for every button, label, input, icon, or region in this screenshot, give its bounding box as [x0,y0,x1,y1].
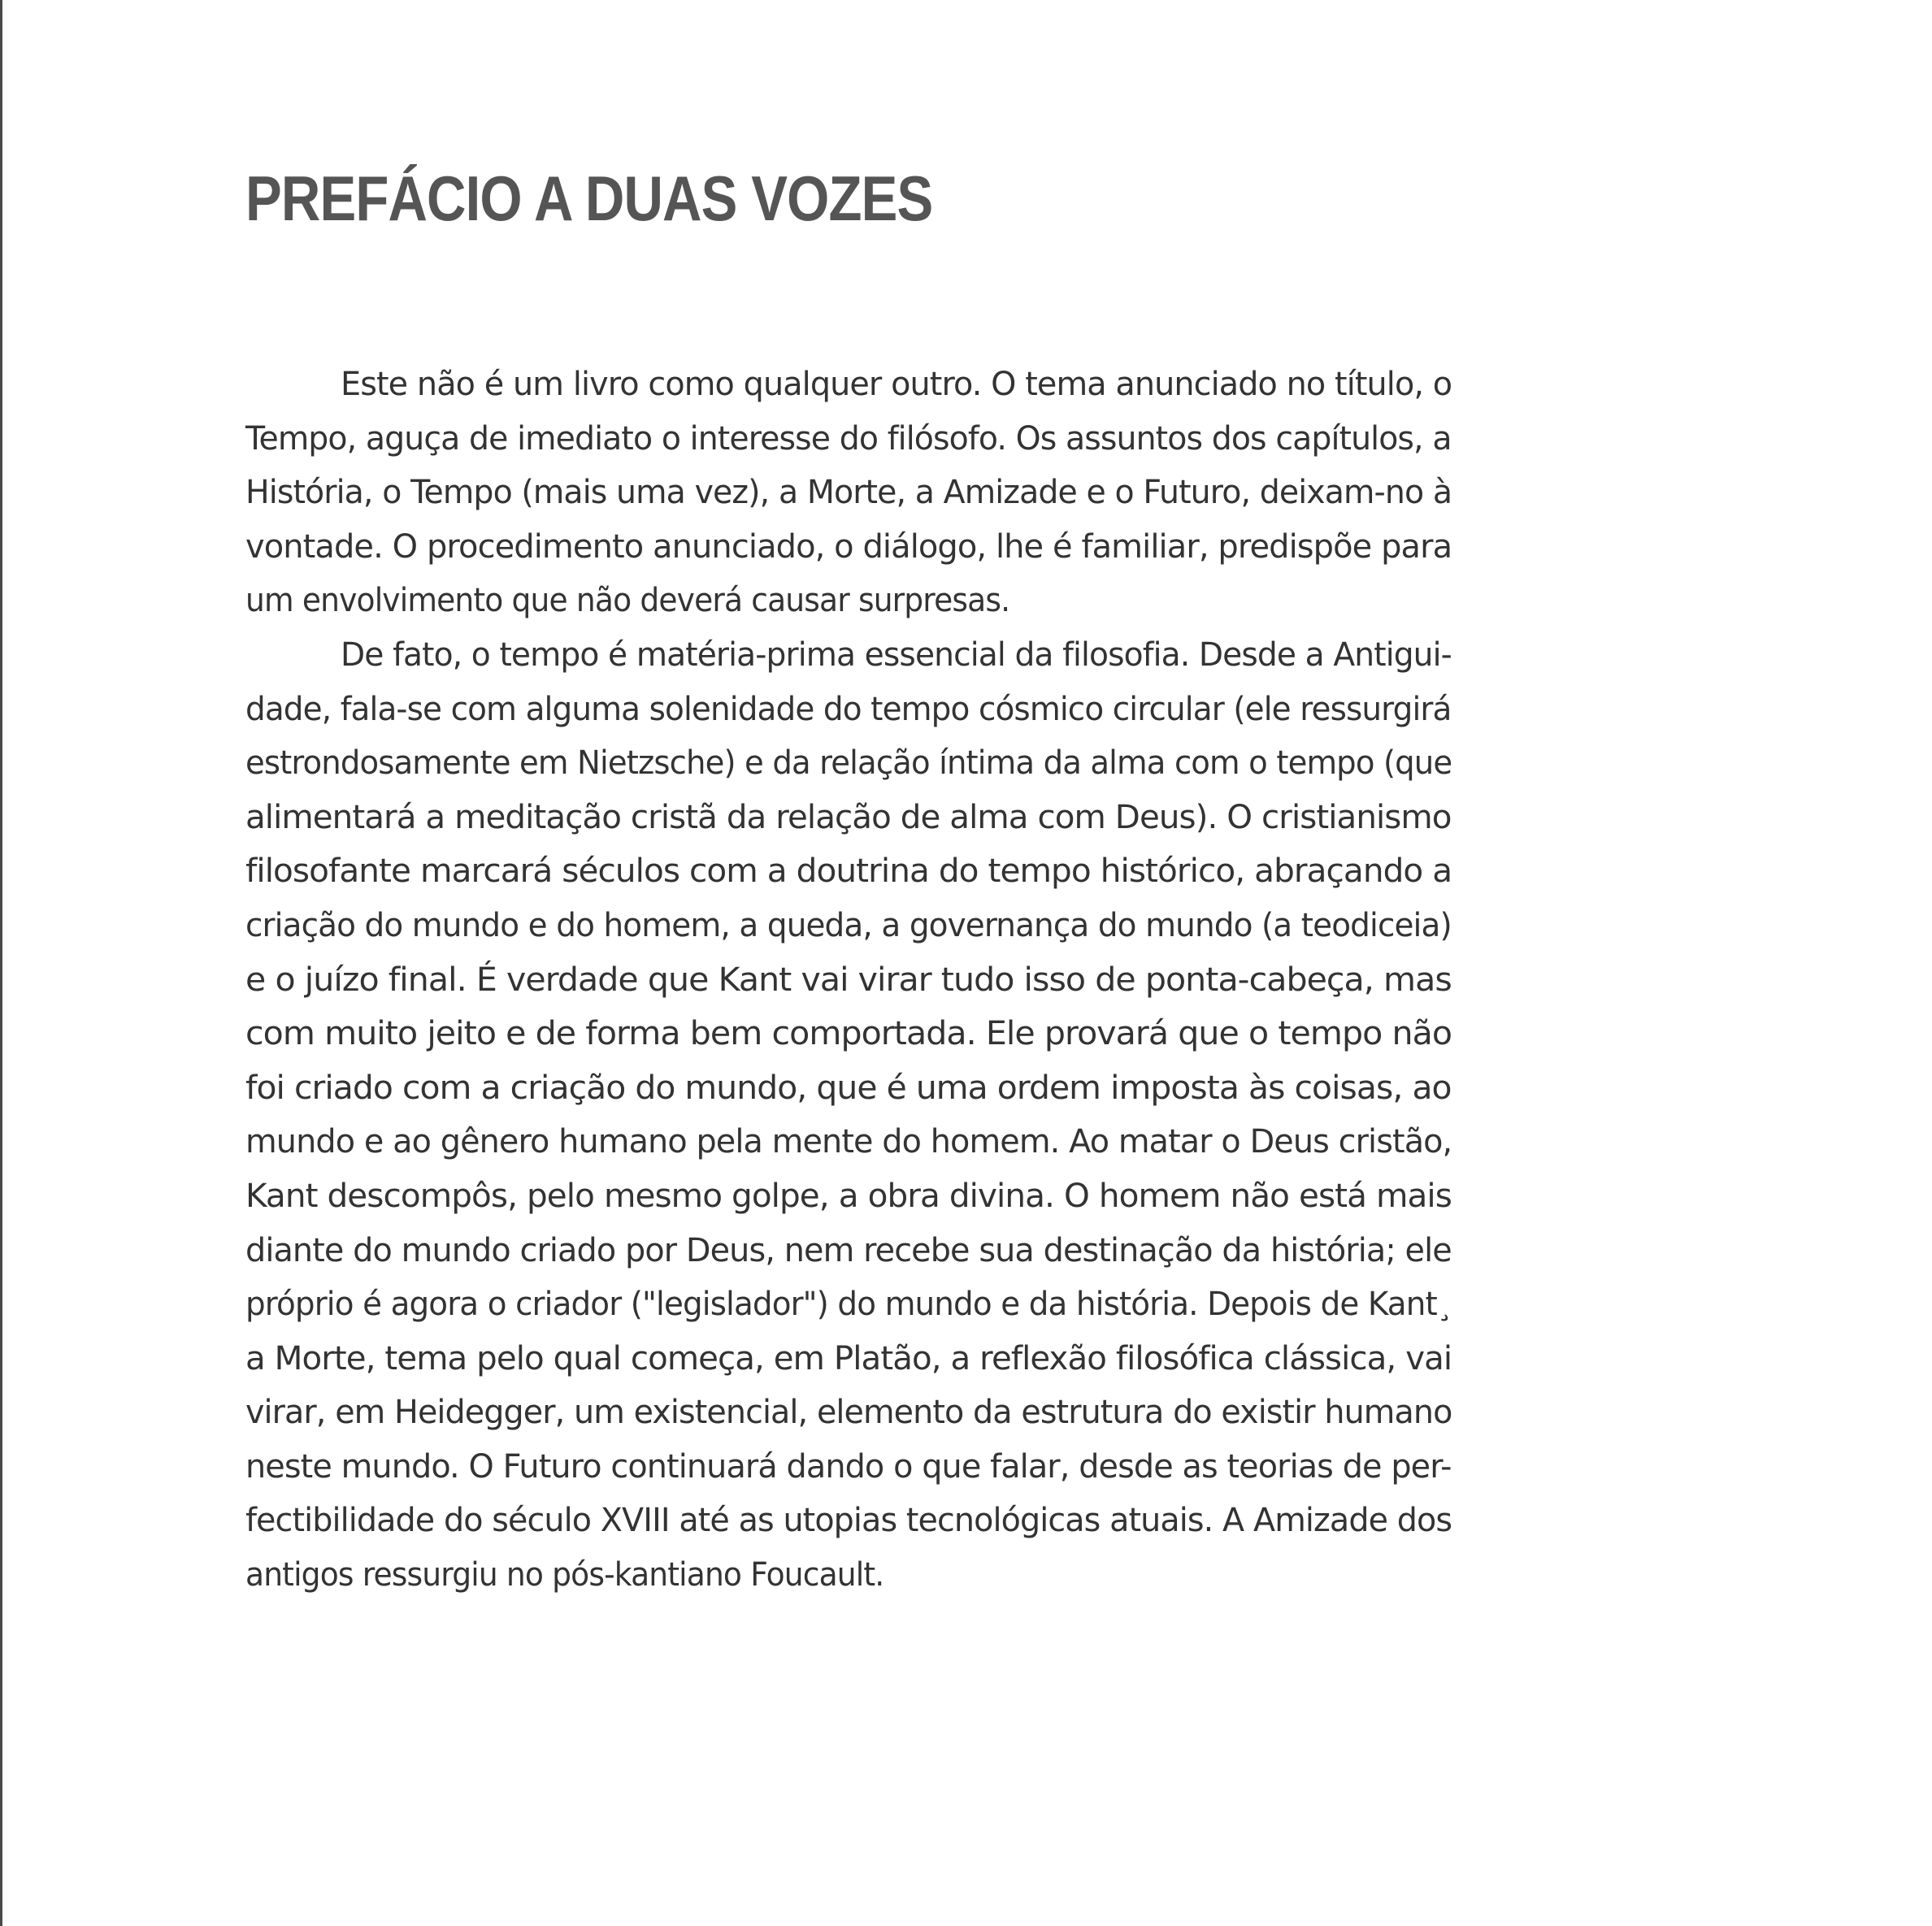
text-line: próprio é agora o criador ("legislador") do mundo e da história. Depois de Kant¸ [245,1286,1452,1324]
text-line: vontade. O procedimento anunciado, o diálogo, lhe é familiar, predispõe para [245,527,1452,566]
text-line: antigos ressurgiu no pós-kantiano Foucault. [245,1556,884,1594]
text-line: com muito jeito e de forma bem comportada. Ele provará que o tempo não [245,1015,1452,1053]
text-line: foi criado com a criação do mundo, que é uma ordem imposta às coisas, ao [245,1069,1452,1107]
text-line: fectibilidade do século XVIII até as utopias tecnológicas atuais. A Amizade dos [245,1502,1452,1540]
text-line: e o juízo final. É verdade que Kant vai virar tudo isso de ponta-cabeça, mas [245,961,1452,999]
text-line: alimentará a meditação cristã da relação de alma com Deus). O cristianismo [245,798,1452,836]
text-line: um envolvimento que não deverá causar surpresas. [245,582,1010,620]
text-line: dade, fala-se com alguma solenidade do tempo cósmico circular (ele ressurgirá [245,690,1452,728]
text-line: De fato, o tempo é matéria-prima essencial da filosofia. Desde a Antigui- [341,635,1452,674]
text-line: virar, em Heidegger, um existencial, elemento da estrutura do existir humano [245,1394,1452,1432]
text-line: História, o Tempo (mais uma vez), a Morte, a Amizade e o Futuro, deixam-no à [245,474,1452,512]
text-line: estrondosamente em Nietzsche) e da relação íntima da alma com o tempo (que [245,744,1452,783]
text-line: mundo e ao gênero humano pela mente do homem. Ao matar o Deus cristão, [245,1123,1452,1161]
text-line: neste mundo. O Futuro continuará dando o que falar, desde as teorias de per- [245,1447,1452,1486]
text-line: a Morte, tema pelo qual começa, em Platão, a reflexão filosófica clássica, vai [245,1339,1452,1377]
body-text [245,358,1452,1603]
text-line: Kant descompôs, pelo mesmo golpe, a obra divina. O homem não está mais [245,1177,1452,1215]
text-line: Este não é um livro como qualquer outro. O tema anunciado no título, o [341,366,1452,403]
paragraph-2 [245,628,1452,1603]
text-line: filosofante marcará séculos com a doutrina do tempo histórico, abraçando a [245,852,1452,891]
text-line: Tempo, aguça de imediato o interesse do filósofo. Os assuntos dos capítulos, a [245,419,1452,458]
text-line: diante do mundo criado por Deus, nem recebe sua destinação da história; ele [245,1231,1452,1269]
text-line: criação do mundo e do homem, a queda, a governança do mundo (a teodiceia) [245,906,1452,944]
paragraph-1 [245,358,1452,628]
page-title: PREFÁCIO A DUAS VOZES [245,163,933,234]
